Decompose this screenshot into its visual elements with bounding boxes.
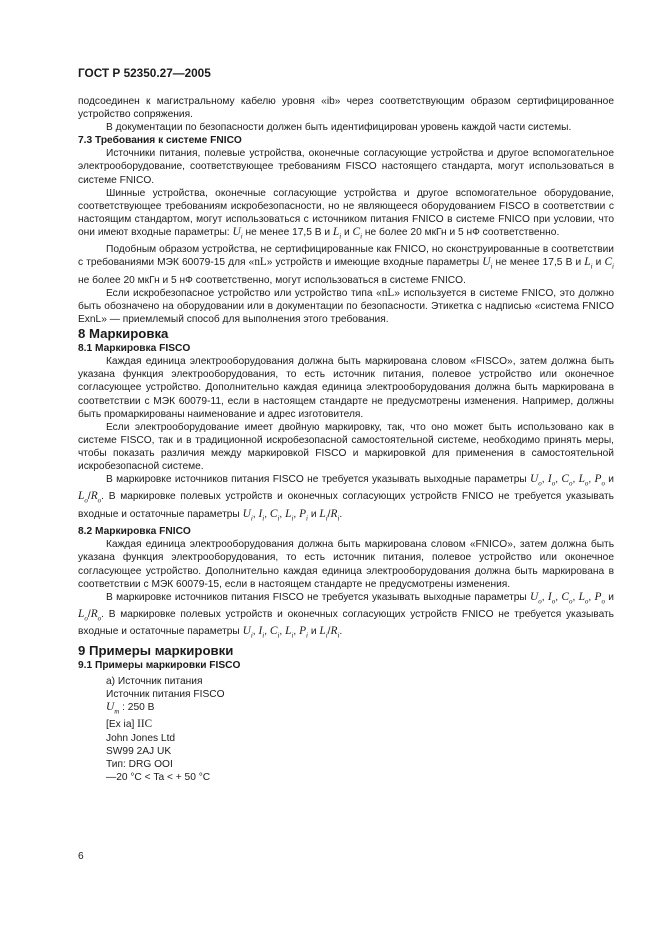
- marking-line: Источник питания FISCO: [106, 689, 225, 700]
- paragraph: Каждая единица электрооборудования должна быть маркирована словом «FNICO», затем должна быть указана функция электрооборудования, то есть источник питания, полевое устройство или оконечное согласующее устройство. Дополнительно каждая единица электрооборудования должна быть маркирована в соответствии с МЭК 60079-15, если в настоящем стандарте не предусмотрены изменения.: [78, 539, 614, 590]
- symbol-li: $L_i$: [285, 625, 294, 640]
- symbol-ui: $U_i$: [482, 256, 493, 271]
- page-header-standard-number: ГОСТ Р 52350.27—2005: [78, 66, 211, 80]
- symbol-lo: $L_o$: [78, 608, 88, 623]
- paragraph-fnico-parameters: В маркировке источников питания FISCO не требуется указывать выходные параметры $U_o$, $I_o$, $C_o$, $L_o$, $P_o$ и $L_o/R_o$. В маркировке полевых устройств и оконечных согласующих устройств FNICO не требуется указывать входные и остаточные параметры $U_i$, $I_i$, $C_i$, $L_i$, $P_i$ и $L_i/R_i$.: [78, 590, 614, 640]
- symbol-li: $L_i$: [584, 256, 593, 271]
- symbol-lo: $L_o$: [78, 490, 88, 505]
- symbol-po: $P_o$: [594, 590, 605, 605]
- subsection-heading-7-3: 7.3 Требования к системе FNICO: [78, 135, 242, 147]
- paragraph-fisco-parameters: В маркировке источников питания FISCO не требуется указывать выходные параметры $U_o$, $I_o$, $C_o$, $L_o$, $P_o$ и $L_o/R_o$. В маркировке полевых устройств и оконечных согласующих устройств FNICO не требуется указывать входные и остаточные параметры $U_i$, $I_i$, $C_i$, $L_i$, $P_i$ и $L_i/R_i$.: [78, 473, 614, 523]
- symbol-ci: $C_i$: [352, 225, 363, 241]
- marking-line-um: $U_m$ : 250 В: [106, 701, 155, 716]
- symbol-uo: $U_o$: [530, 590, 542, 605]
- symbol-ci: $C_i$: [604, 256, 614, 271]
- paragraph: Каждая единица электрооборудования должна быть маркирована словом «FISCO», затем должна быть указана функция электрооборудования, то есть источник питания, полевое устройство или оконечное согласующее устройство. Дополнительно каждая единица электрооборудования должна быть маркирована в соответствии с МЭК 60079-11, если в настоящем стандарте не предусмотрены изменения. Например, должны быть промаркированы наименование и адрес изготовителя.: [78, 356, 614, 420]
- marking-line: John Jones Ltd: [106, 732, 176, 744]
- marking-line: а) Источник питания: [106, 675, 203, 687]
- paragraph: подсоединен к магистральному кабелю уровня «ib» через соответствующим образом сертифицированное устройство сопряжения.: [78, 96, 614, 121]
- symbol-li: $L_i$: [285, 507, 294, 523]
- symbol-ui: $U_i$: [242, 625, 253, 640]
- symbol-ro: $R_o$: [90, 608, 102, 623]
- page-content: [78, 95, 614, 784]
- paragraph: В документации по безопасности должен быть идентифицирован уровень каждой части системы.: [106, 122, 572, 134]
- symbol-li: $L_i$: [319, 507, 328, 523]
- marking-line-ex: [Ex ia] IIC: [106, 718, 153, 731]
- marking-line: Тип: DRG OOI: [106, 758, 173, 770]
- symbol-ri: $R_i$: [330, 625, 340, 640]
- symbol-co: $C_o$: [561, 590, 573, 605]
- section-heading-8: 8 Маркировка: [78, 326, 169, 342]
- symbol-ui: $U_i$: [232, 225, 243, 241]
- symbol-ri: $R_i$: [330, 507, 340, 523]
- symbol-pi: $P_i$: [299, 507, 308, 523]
- symbol-io: $I_o$: [547, 473, 556, 488]
- paragraph-exnl-label: Если искробезопасное устройство или устройство типа «nL» используется в системе FNICO, это должно быть обозначено на оборудовании или в документации по безопасности. Этикетка с надписью «система FNICO ExnL» — приемлемый способ для выполнения этого требования.: [78, 286, 614, 326]
- symbol-ii: $I_i$: [258, 625, 265, 640]
- paragraph: Источники питания, полевые устройства, оконечные согласующие устройства и другое вспомогательное электрооборудование, соответствующее требованиям FISCO настоящего стандарта, могут использоваться в системе FNICO.: [78, 148, 614, 186]
- subsection-heading-8-1: 8.1 Маркировка FISCO: [78, 343, 191, 355]
- marking-line: —20 °С < Ta < + 50 °С: [106, 771, 211, 783]
- symbol-li: $L_i$: [319, 625, 328, 640]
- subsection-heading-8-2: 8.2 Маркировка FNICO: [78, 526, 191, 538]
- section-heading-9: 9 Примеры маркировки: [78, 642, 234, 658]
- paragraph-input-parameters: Шинные устройства, оконечные согласующие устройства и другое вспомогательное оборудование, соответствующее требованиям искробезопасности, но не являющееся оборудованием FISCO в соответствии с настоящим стандартом, могут использоваться с источником питания FNICO в системе FNICO при условии, что они имеют входные параметры: $U_i$ не менее 17,5 В и $L_i$ и $C_i$ не более 20 мкГн и 5 нФ соответственно.: [78, 187, 614, 241]
- page-number: 6: [78, 851, 84, 862]
- symbol-ii: $I_i$: [258, 507, 265, 523]
- symbol-ci: $C_i$: [269, 507, 280, 523]
- marking-example: [106, 675, 614, 784]
- symbol-uo: $U_o$: [530, 473, 542, 488]
- symbol-io: $I_o$: [547, 590, 556, 605]
- symbol-pi: $P_i$: [299, 625, 308, 640]
- symbol-lo: $L_o$: [578, 590, 589, 605]
- symbol-lo: $L_o$: [578, 473, 589, 488]
- subsection-heading-9-1: 9.1 Примеры маркировки FISCO: [78, 659, 241, 671]
- symbol-ci: $C_i$: [269, 625, 280, 640]
- symbol-co: $C_o$: [561, 473, 573, 488]
- symbol-po: $P_o$: [594, 473, 605, 488]
- paragraph: Если электрооборудование имеет двойную маркировку, так, что оно может быть использовано как в системе FISCO, так и в традиционной искробезопасной самостоятельной системе, необходимо принять меры, чтобы показать различия между маркировкой FISCO и маркировкой для применения в самостоятельной искробезопасной системе.: [78, 421, 614, 472]
- marking-line: SW99 2AJ UK: [106, 745, 172, 757]
- symbol-ro: $R_o$: [90, 490, 102, 505]
- symbol-ui: $U_i$: [242, 507, 253, 523]
- paragraph-nl-devices: Подобным образом устройства, не сертифицированные как FNICO, но сконструированные в соответствии с требованиями МЭК 60079-15 для «nL» устройств и имеющие входные параметры $U_i$ не менее 17,5 В и $L_i$ и $C_i$ не более 20 мкГн и 5 нФ соответственно, могут использоваться в системе FNICO.: [78, 244, 614, 286]
- symbol-um: $U_m$: [106, 701, 120, 716]
- symbol-li: $L_i$: [332, 225, 342, 241]
